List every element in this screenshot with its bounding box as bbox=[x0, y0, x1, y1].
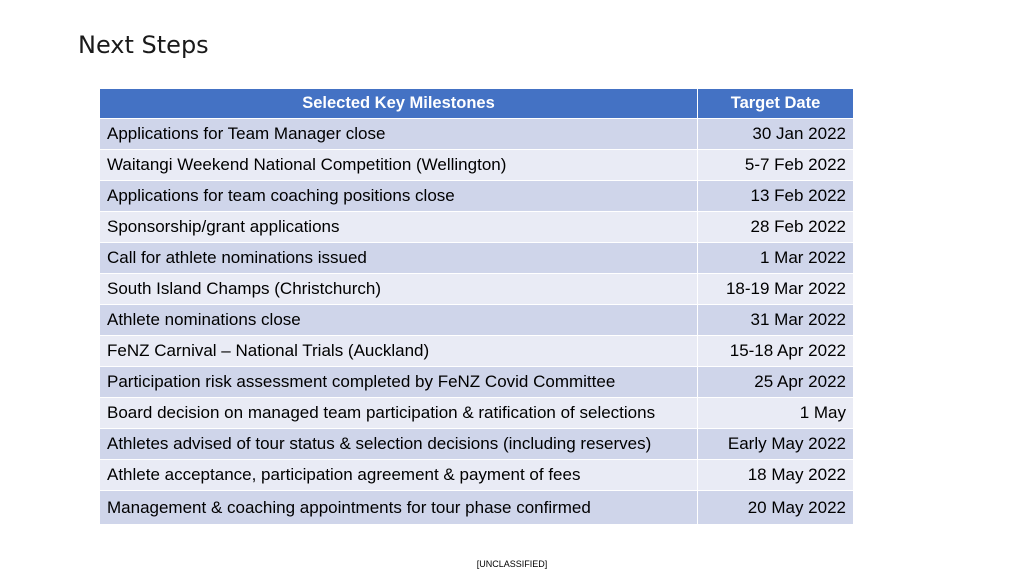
milestone-cell: Sponsorship/grant applications bbox=[100, 212, 698, 243]
date-cell: 20 May 2022 bbox=[698, 491, 854, 525]
milestone-cell: Board decision on managed team participation & ratification of selections bbox=[100, 398, 698, 429]
table-row bbox=[100, 429, 854, 460]
date-cell: 18 May 2022 bbox=[698, 460, 854, 491]
table-row bbox=[100, 119, 854, 150]
milestone-cell: Athlete acceptance, participation agreement & payment of fees bbox=[100, 460, 698, 491]
date-cell: 15-18 Apr 2022 bbox=[698, 336, 854, 367]
table-row bbox=[100, 181, 854, 212]
table-row bbox=[100, 150, 854, 181]
table-row bbox=[100, 274, 854, 305]
date-cell: 30 Jan 2022 bbox=[698, 119, 854, 150]
milestone-cell: Athletes advised of tour status & selection decisions (including reserves) bbox=[100, 429, 698, 460]
date-cell: 28 Feb 2022 bbox=[698, 212, 854, 243]
date-cell: 18-19 Mar 2022 bbox=[698, 274, 854, 305]
date-cell: Early May 2022 bbox=[698, 429, 854, 460]
date-cell: 31 Mar 2022 bbox=[698, 305, 854, 336]
milestone-cell: Management & coaching appointments for tour phase confirmed bbox=[100, 491, 698, 525]
table-row bbox=[100, 305, 854, 336]
milestone-cell: Call for athlete nominations issued bbox=[100, 243, 698, 274]
table-row bbox=[100, 336, 854, 367]
milestone-cell: FeNZ Carnival – National Trials (Auckland) bbox=[100, 336, 698, 367]
milestones-table bbox=[99, 88, 854, 525]
table-row bbox=[100, 491, 854, 525]
classification-footer: [UNCLASSIFIED] bbox=[476, 559, 548, 569]
milestone-cell: Athlete nominations close bbox=[100, 305, 698, 336]
table-header-row bbox=[100, 89, 854, 119]
table-row bbox=[100, 212, 854, 243]
milestone-cell: Applications for team coaching positions close bbox=[100, 181, 698, 212]
date-cell: 13 Feb 2022 bbox=[698, 181, 854, 212]
header-milestones: Selected Key Milestones bbox=[100, 89, 698, 119]
date-cell: 5-7 Feb 2022 bbox=[698, 150, 854, 181]
date-cell: 1 Mar 2022 bbox=[698, 243, 854, 274]
milestone-cell: South Island Champs (Christchurch) bbox=[100, 274, 698, 305]
header-target-date: Target Date bbox=[698, 89, 854, 119]
milestone-cell: Waitangi Weekend National Competition (Wellington) bbox=[100, 150, 698, 181]
date-cell: 1 May bbox=[698, 398, 854, 429]
milestone-cell: Applications for Team Manager close bbox=[100, 119, 698, 150]
slide-title: Next Steps bbox=[78, 31, 209, 59]
milestone-cell: Participation risk assessment completed by FeNZ Covid Committee bbox=[100, 367, 698, 398]
table-row bbox=[100, 460, 854, 491]
table-row bbox=[100, 367, 854, 398]
table-row bbox=[100, 243, 854, 274]
table-row bbox=[100, 398, 854, 429]
date-cell: 25 Apr 2022 bbox=[698, 367, 854, 398]
